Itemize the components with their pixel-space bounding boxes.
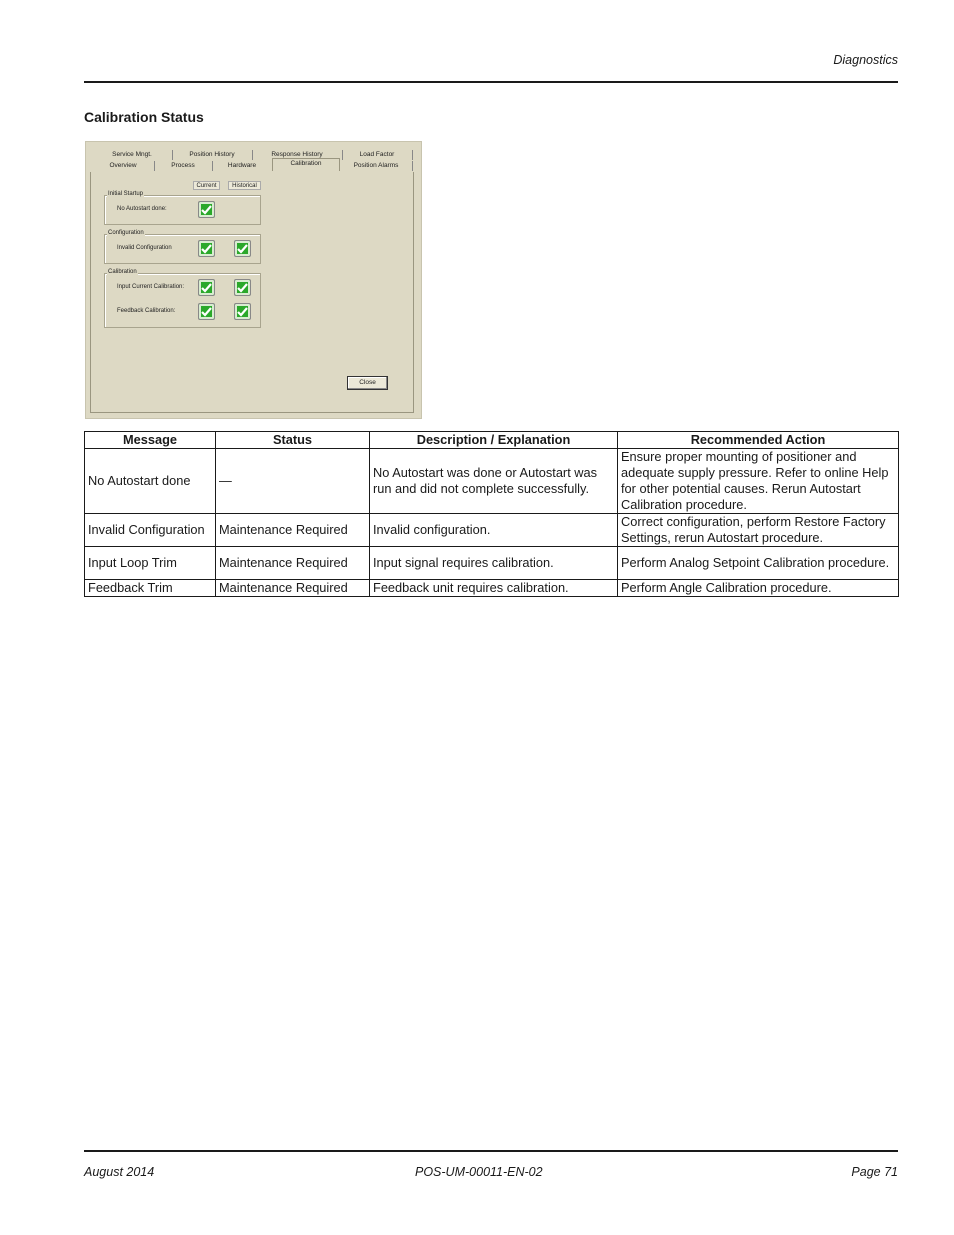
table-row bbox=[85, 514, 899, 547]
check-icon bbox=[198, 240, 215, 257]
tab-response-history[interactable]: Response History bbox=[252, 150, 343, 160]
tab-process[interactable]: Process bbox=[154, 161, 213, 171]
row-label: No Autostart done: bbox=[117, 206, 167, 212]
section-title: Calibration Status bbox=[84, 109, 204, 125]
row-label: Invalid Configuration bbox=[117, 245, 172, 251]
running-header: Diagnostics bbox=[833, 53, 898, 67]
table-cell: Feedback unit requires calibration. bbox=[370, 580, 618, 597]
column-header: Status bbox=[216, 432, 370, 449]
tab-row-front bbox=[90, 161, 414, 171]
table-cell: No Autostart done bbox=[85, 449, 216, 514]
table-cell: Invalid Configuration bbox=[85, 514, 216, 547]
diagnostics-table bbox=[84, 431, 899, 597]
table-cell: Perform Analog Setpoint Calibration procedure. bbox=[618, 547, 899, 580]
table-row bbox=[85, 580, 899, 597]
table-row bbox=[85, 547, 899, 580]
check-icon bbox=[198, 303, 215, 320]
column-header: Message bbox=[85, 432, 216, 449]
check-icon bbox=[234, 279, 251, 296]
table-cell: No Autostart was done or Autostart was run and did not complete successfully. bbox=[370, 449, 618, 514]
check-icon bbox=[198, 201, 215, 218]
close-button[interactable]: Close bbox=[347, 376, 388, 390]
tab-position-history[interactable]: Position History bbox=[172, 150, 253, 160]
table-row bbox=[85, 449, 899, 514]
table-cell: — bbox=[216, 449, 370, 514]
group-title: Configuration bbox=[108, 230, 144, 236]
row-label: Feedback Calibration: bbox=[117, 308, 176, 314]
tab-service-mngt[interactable]: Service Mngt. bbox=[92, 150, 173, 160]
group-title: Initial Startup bbox=[108, 191, 144, 197]
table-cell: Ensure proper mounting of positioner and adequate supply pressure. Refer to online Help for other potential causes. Rerun Autostart Calibration procedure. bbox=[618, 449, 899, 514]
column-header: Recommended Action bbox=[618, 432, 899, 449]
table-cell: Perform Angle Calibration procedure. bbox=[618, 580, 899, 597]
footer-page-number: Page 71 bbox=[851, 1165, 898, 1179]
footer-rule bbox=[84, 1150, 898, 1152]
column-header-historical: Historical bbox=[228, 181, 261, 190]
group-title: Calibration bbox=[108, 269, 137, 275]
table-cell: Invalid configuration. bbox=[370, 514, 618, 547]
calibration-dialog-screenshot bbox=[85, 141, 422, 419]
tab-calibration-active[interactable]: Calibration bbox=[272, 158, 340, 171]
column-header-current: Current bbox=[193, 181, 220, 190]
check-icon bbox=[198, 279, 215, 296]
table-cell: Input signal requires calibration. bbox=[370, 547, 618, 580]
tab-hardware[interactable]: Hardware bbox=[212, 161, 273, 171]
footer-doc-id: POS-UM-00011-EN-02 bbox=[415, 1165, 543, 1179]
header-rule bbox=[84, 81, 898, 83]
check-icon bbox=[234, 240, 251, 257]
footer-date: August 2014 bbox=[84, 1165, 155, 1179]
table-cell: Correct configuration, perform Restore Factory Settings, rerun Autostart procedure. bbox=[618, 514, 899, 547]
column-header: Description / Explanation bbox=[370, 432, 618, 449]
table-cell: Input Loop Trim bbox=[85, 547, 216, 580]
row-label: Input Current Calibration: bbox=[117, 284, 185, 290]
table-cell: Maintenance Required bbox=[216, 580, 370, 597]
tab-position-alarms[interactable]: Position Alarms bbox=[340, 161, 413, 171]
check-icon bbox=[234, 303, 251, 320]
table-cell: Maintenance Required bbox=[216, 547, 370, 580]
table-header-row bbox=[85, 432, 899, 449]
table-cell: Feedback Trim bbox=[85, 580, 216, 597]
tab-row-back bbox=[90, 150, 414, 160]
table-cell: Maintenance Required bbox=[216, 514, 370, 547]
tab-overview[interactable]: Overview bbox=[92, 161, 155, 171]
tab-load-factor[interactable]: Load Factor bbox=[342, 150, 413, 160]
